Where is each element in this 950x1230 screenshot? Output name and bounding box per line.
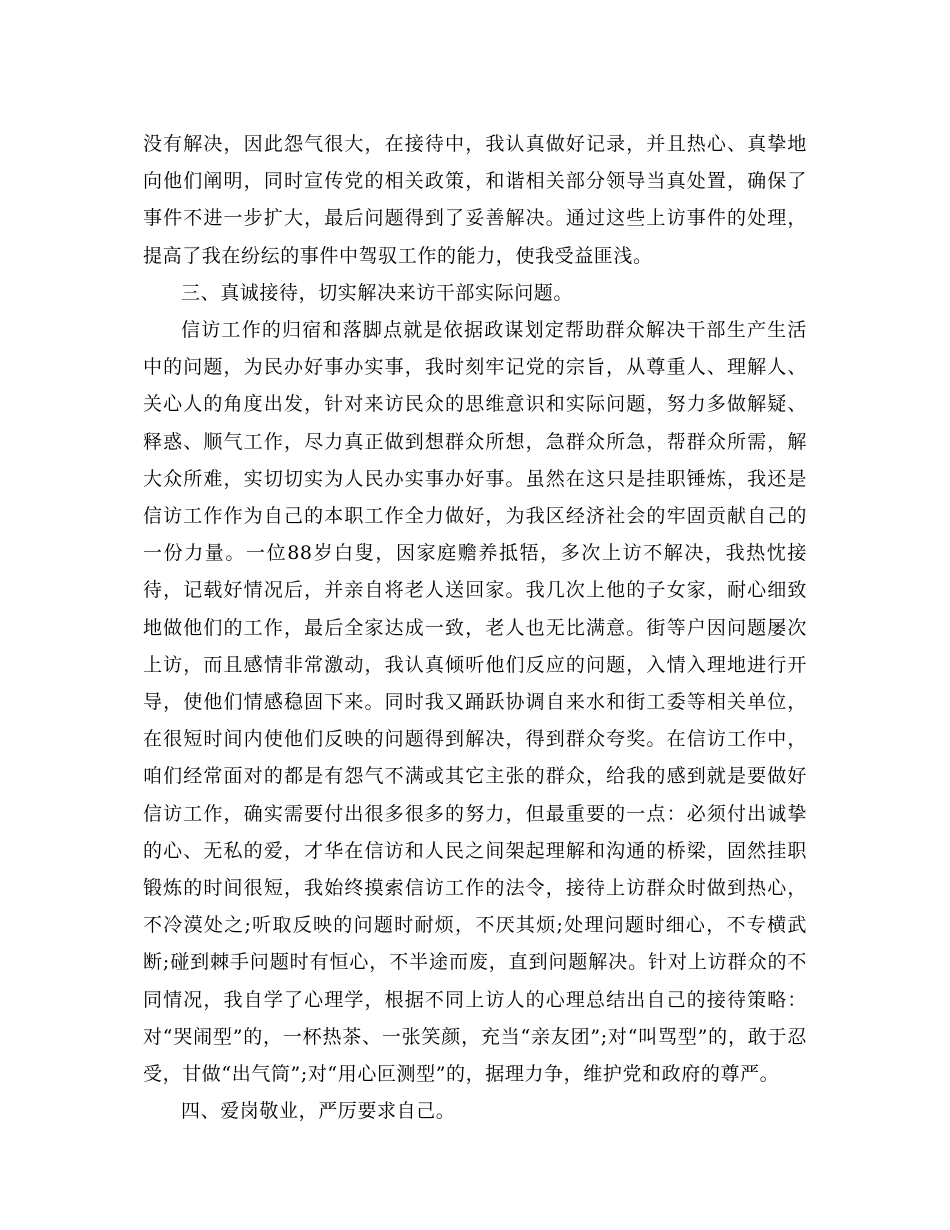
paragraph-body: 信访工作的归宿和落脚点就是依据政谋划定帮助群众解决干部生产生活中的问题，为民办好事办实事，我时刻牢记党的宗旨，从尊重人、理解人、关心人的角度出发，针对来访民众的思维意识和实际问题，努力多做解疑、释惑、顺气工作，尽力真正做到想群众所想，急群众所急，帮群众所需，解大众所难，实切切实为人民办实事办好事。虽然在这只是挂职锤炼，我还是信访工作作为自己的本职工作全力做好，为我区经济社会的牢固贡献自己的一份力量。一位88岁白叟，因家庭赡养抵牾，多次上访不解决，我热忱接待，记载好情况后，并亲自将老人送回家。我几次上他的子女家，耐心细致地做他们的工作，最后全家达成一致，老人也无比满意。街等户因问题屡次上访，而且感情非常激动，我认真倾听他们反应的问题，入情入理地进行开导，使他们情感稳固下来。同时我又踊跃协调自来水和街工委等相关单位，在很短时间内使他们反映的问题得到解决，得到群众夸奖。在信访工作中，咱们经常面对的都是有怨气不满或其它主张的群众，给我的感到就是要做好信访工作，确实需要付出很多很多的努力，但最重要的一点：必须付出诚挚的心、无私的爱，才华在信访和人民之间架起理解和沟通的桥梁，固然挂职锻炼的时间很短，我始终摸索信访工作的法令，接待上访群众时做到热心，不冷漠处之;听取反映的问题时耐烦，不厌其烦;处理问题时细心，不专横武断;碰到棘手问题时有恒心，不半途而废，直到问题解决。针对上访群众的不同情况，我自学了心理学，根据不同上访人的心理总结出自己的接待策略：对“哭闹型”的，一杯热茶、一张笑颜，充当“亲友团”;对“叫骂型”的，敢于忍受，甘做“出气筒”;对“用心叵测型”的，据理力争，维护党和政府的尊严。 bbox=[143, 319, 807, 1086]
document-page bbox=[143, 126, 807, 1130]
section-heading-4: 四、爱岗敬业，严厉要求自己。 bbox=[181, 1100, 456, 1123]
paragraph-continuation: 没有解决，因此怨气很大，在接待中，我认真做好记录，并且热心、真挚地向他们阐明，同时宣传党的相关政策，和谐相关部分领导当真处置，确保了事件不进一步扩大，最后问题得到了妥善解决。通过这些上访事件的处理，提高了我在纷纭的事件中驾驭工作的能力，使我受益匪浅。 bbox=[143, 133, 807, 267]
section-heading-3: 三、真诚接待，切实解决来访干部实际问题。 bbox=[181, 281, 574, 304]
